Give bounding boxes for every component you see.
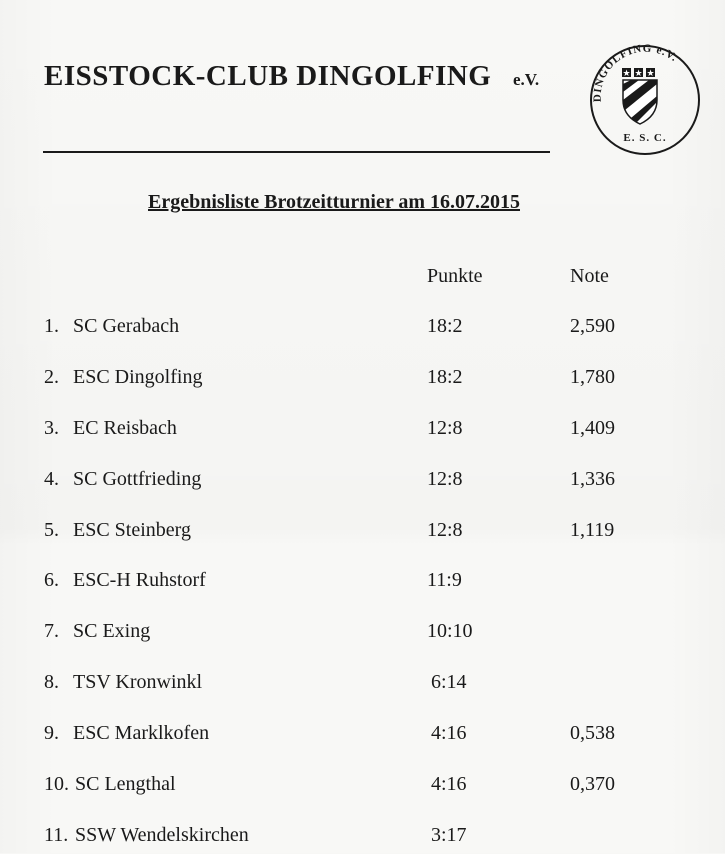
row-note: 1,119 — [570, 519, 615, 541]
row-team: ESC Dingolfing — [73, 366, 203, 388]
row-team: ESC Steinberg — [73, 519, 191, 541]
row-points: 12:8 — [427, 468, 463, 490]
row-points: 11:9 — [427, 569, 462, 591]
row-points: 6:14 — [431, 671, 467, 693]
row-team: TSV Kronwinkl — [73, 671, 203, 693]
column-header-punkte: Punkte — [427, 265, 483, 287]
seal-stars-icon — [622, 68, 655, 79]
row-rank: 4. — [44, 468, 59, 490]
row-note: 1,780 — [570, 366, 615, 388]
seal-shield-icon — [623, 80, 657, 124]
row-points: 4:16 — [431, 773, 467, 795]
row-rank: 6. — [44, 569, 59, 591]
row-rank: 11. — [44, 824, 69, 846]
svg-text:★: ★ — [646, 69, 655, 79]
row-rank: 5. — [44, 519, 59, 541]
row-points: 12:8 — [427, 417, 463, 439]
row-team: ESC Marklkofen — [73, 722, 210, 744]
row-points: 10:10 — [427, 620, 473, 642]
table-row — [0, 315, 725, 345]
row-note: 2,590 — [570, 315, 615, 337]
seal-top-text: DINGOLFING e.V. — [591, 42, 680, 103]
row-rank: 10. — [44, 773, 69, 795]
list-title: Ergebnisliste Brotzeitturnier am 16.07.2015 — [148, 191, 520, 213]
table-row — [0, 722, 725, 752]
row-note: 1,336 — [570, 468, 615, 490]
row-team: ESC-H Ruhstorf — [73, 569, 206, 591]
row-rank: 3. — [44, 417, 59, 439]
club-name: EISSTOCK-CLUB DINGOLFING — [44, 60, 492, 92]
row-note: 0,538 — [570, 722, 615, 744]
table-row — [0, 417, 725, 447]
table-row — [0, 468, 725, 498]
table-row — [0, 620, 725, 650]
row-points: 18:2 — [427, 315, 463, 337]
table-row — [0, 519, 725, 549]
row-team: EC Reisbach — [73, 417, 177, 439]
row-team: SSW Wendelskirchen — [75, 824, 249, 846]
row-points: 12:8 — [427, 519, 463, 541]
table-row — [0, 773, 725, 803]
row-note: 1,409 — [570, 417, 615, 439]
row-note: 0,370 — [570, 773, 615, 795]
row-team: SC Gottfrieding — [73, 468, 202, 490]
row-team: SC Exing — [73, 620, 151, 642]
table-row — [0, 569, 725, 599]
row-rank: 9. — [44, 722, 59, 744]
column-header-note: Note — [570, 265, 609, 287]
svg-text:★: ★ — [622, 69, 631, 79]
row-rank: 2. — [44, 366, 59, 388]
table-row — [0, 671, 725, 701]
seal-bottom-text: E. S. C. — [623, 132, 667, 144]
header-rule — [43, 151, 550, 153]
club-suffix: e.V. — [513, 70, 540, 89]
row-rank: 1. — [44, 315, 59, 337]
row-points: 4:16 — [431, 722, 467, 744]
row-rank: 8. — [44, 671, 59, 693]
row-rank: 7. — [44, 620, 59, 642]
row-points: 18:2 — [427, 366, 463, 388]
table-row — [0, 366, 725, 396]
svg-text:★: ★ — [634, 69, 643, 79]
row-team: SC Lengthal — [75, 773, 176, 795]
table-row — [0, 824, 725, 854]
row-points: 3:17 — [431, 824, 467, 846]
row-team: SC Gerabach — [73, 315, 180, 337]
club-seal-icon — [579, 38, 709, 158]
